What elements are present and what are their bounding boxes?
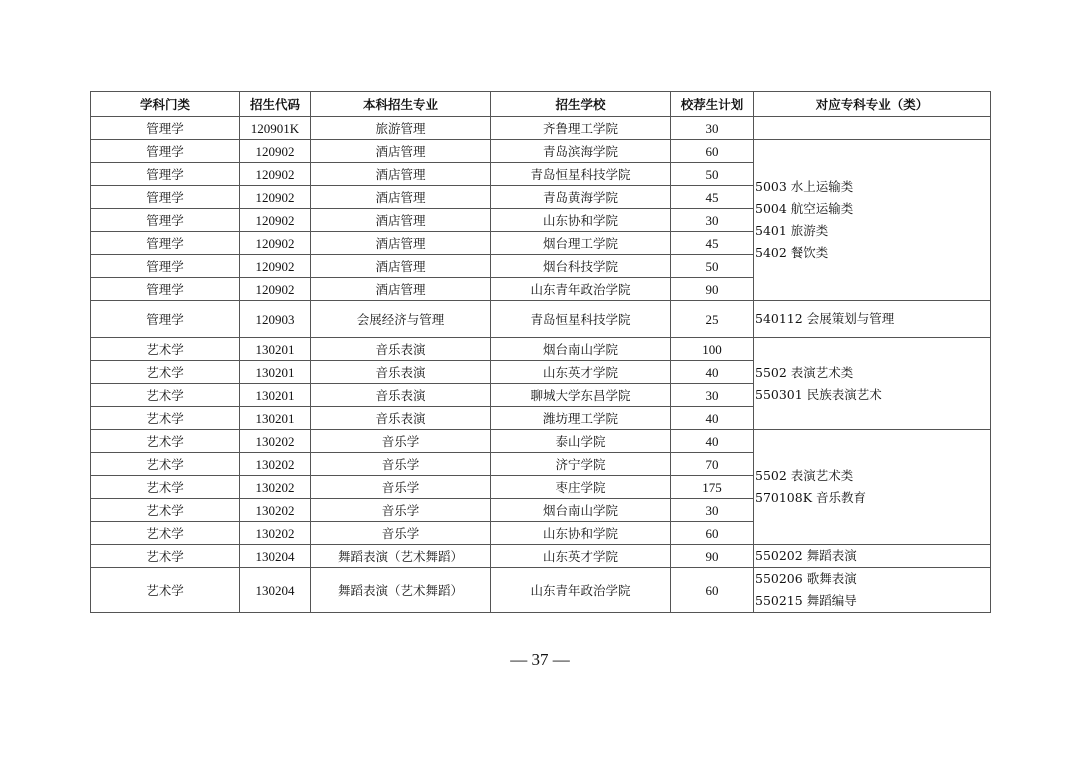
cell-school: 山东协和学院 (491, 209, 671, 232)
cell-plan: 90 (671, 545, 754, 568)
cell-mapped-major (754, 117, 991, 140)
cell-plan: 40 (671, 361, 754, 384)
cell-plan: 30 (671, 117, 754, 140)
cell-school: 青岛黄海学院 (491, 186, 671, 209)
cell-code: 130201 (240, 384, 311, 407)
cell-code: 130202 (240, 522, 311, 545)
cell-major: 酒店管理 (311, 163, 491, 186)
mapped-line: 550215 舞蹈编导 (755, 593, 857, 608)
header-mapped-major: 对应专科专业（类） (754, 92, 991, 117)
cell-plan: 90 (671, 278, 754, 301)
cell-category: 艺术学 (91, 476, 240, 499)
cell-plan: 25 (671, 301, 754, 338)
cell-code: 130201 (240, 338, 311, 361)
cell-school: 潍坊理工学院 (491, 407, 671, 430)
header-school: 招生学校 (491, 92, 671, 117)
cell-code: 120902 (240, 232, 311, 255)
cell-plan: 50 (671, 255, 754, 278)
cell-school: 青岛恒星科技学院 (491, 163, 671, 186)
cell-school: 烟台南山学院 (491, 499, 671, 522)
cell-major: 音乐表演 (311, 384, 491, 407)
cell-major: 音乐表演 (311, 361, 491, 384)
cell-category: 艺术学 (91, 384, 240, 407)
cell-code: 130202 (240, 453, 311, 476)
table-row (91, 338, 991, 361)
cell-category: 管理学 (91, 255, 240, 278)
header-code: 招生代码 (240, 92, 311, 117)
cell-category: 管理学 (91, 163, 240, 186)
cell-category: 艺术学 (91, 407, 240, 430)
cell-plan: 30 (671, 209, 754, 232)
cell-plan: 175 (671, 476, 754, 499)
cell-plan: 30 (671, 384, 754, 407)
table-header (91, 92, 991, 117)
cell-school: 烟台理工学院 (491, 232, 671, 255)
cell-mapped-major (754, 338, 991, 430)
cell-school: 山东青年政治学院 (491, 278, 671, 301)
cell-category: 艺术学 (91, 430, 240, 453)
cell-major: 音乐学 (311, 430, 491, 453)
header-category: 学科门类 (91, 92, 240, 117)
table-body (91, 117, 991, 613)
cell-code: 120901K (240, 117, 311, 140)
cell-category: 艺术学 (91, 568, 240, 613)
cell-school: 青岛恒星科技学院 (491, 301, 671, 338)
header-major: 本科招生专业 (311, 92, 491, 117)
cell-code: 120902 (240, 209, 311, 232)
cell-mapped-major (754, 545, 991, 568)
cell-code: 120902 (240, 255, 311, 278)
cell-code: 130201 (240, 361, 311, 384)
cell-school: 山东协和学院 (491, 522, 671, 545)
cell-category: 艺术学 (91, 545, 240, 568)
cell-code: 130204 (240, 545, 311, 568)
mapped-line: 540112 会展策划与管理 (755, 311, 895, 326)
cell-plan: 60 (671, 522, 754, 545)
enrollment-table (90, 91, 991, 613)
cell-code: 120902 (240, 163, 311, 186)
cell-plan: 60 (671, 140, 754, 163)
cell-major: 音乐学 (311, 499, 491, 522)
cell-major: 酒店管理 (311, 140, 491, 163)
cell-school: 青岛滨海学院 (491, 140, 671, 163)
mapped-line: 5502 表演艺术类 (755, 364, 854, 380)
cell-plan: 100 (671, 338, 754, 361)
cell-major: 酒店管理 (311, 186, 491, 209)
mapped-line: 5004 航空运输类 (755, 201, 854, 216)
cell-mapped-major (754, 568, 991, 613)
cell-category: 管理学 (91, 232, 240, 255)
cell-category: 管理学 (91, 209, 240, 232)
cell-code: 130202 (240, 499, 311, 522)
mapped-line: 550202 舞蹈表演 (755, 548, 857, 563)
mapped-line: 5402 餐饮类 (755, 245, 829, 260)
cell-major: 旅游管理 (311, 117, 491, 140)
table-row (91, 301, 991, 338)
cell-plan: 45 (671, 186, 754, 209)
cell-plan: 50 (671, 163, 754, 186)
header-plan: 校荐生计划 (671, 92, 754, 117)
mapped-line: 5401 旅游类 (755, 223, 829, 238)
mapped-line: 5502 表演艺术类 (755, 468, 854, 483)
header-row (91, 92, 991, 117)
cell-plan: 45 (671, 232, 754, 255)
cell-school: 枣庄学院 (491, 476, 671, 499)
cell-code: 120903 (240, 301, 311, 338)
cell-plan: 40 (671, 430, 754, 453)
cell-major: 酒店管理 (311, 232, 491, 255)
cell-category: 管理学 (91, 140, 240, 163)
cell-school: 山东青年政治学院 (491, 568, 671, 613)
cell-major: 舞蹈表演（艺术舞蹈） (311, 568, 491, 613)
cell-category: 管理学 (91, 186, 240, 209)
cell-plan: 70 (671, 453, 754, 476)
cell-major: 酒店管理 (311, 209, 491, 232)
page-number: — 37 — (510, 650, 570, 669)
cell-plan: 40 (671, 407, 754, 430)
cell-code: 130202 (240, 430, 311, 453)
cell-major: 会展经济与管理 (311, 301, 491, 338)
mapped-line: 550206 歌舞表演 (755, 571, 857, 586)
table-row (91, 430, 991, 453)
cell-category: 艺术学 (91, 453, 240, 476)
cell-category: 艺术学 (91, 499, 240, 522)
cell-code: 120902 (240, 140, 311, 163)
cell-school: 山东英才学院 (491, 361, 671, 384)
table-row (91, 117, 991, 140)
cell-category: 艺术学 (91, 522, 240, 545)
cell-major: 酒店管理 (311, 255, 491, 278)
cell-code: 120902 (240, 278, 311, 301)
table-row (91, 568, 991, 613)
cell-major: 音乐学 (311, 476, 491, 499)
cell-major: 酒店管理 (311, 278, 491, 301)
cell-mapped-major (754, 430, 991, 545)
cell-category: 艺术学 (91, 338, 240, 361)
cell-plan: 60 (671, 568, 754, 613)
cell-category: 管理学 (91, 301, 240, 338)
cell-school: 济宁学院 (491, 453, 671, 476)
cell-code: 130204 (240, 568, 311, 613)
cell-category: 艺术学 (91, 361, 240, 384)
cell-school: 烟台南山学院 (491, 338, 671, 361)
cell-major: 音乐表演 (311, 338, 491, 361)
cell-school: 烟台科技学院 (491, 255, 671, 278)
cell-mapped-major (754, 301, 991, 338)
cell-major: 音乐学 (311, 522, 491, 545)
cell-school: 泰山学院 (491, 430, 671, 453)
cell-major: 音乐表演 (311, 407, 491, 430)
cell-major: 音乐学 (311, 453, 491, 476)
cell-category: 管理学 (91, 278, 240, 301)
cell-code: 120902 (240, 186, 311, 209)
table-row (91, 140, 991, 163)
table-row (91, 545, 991, 568)
mapped-line: 5003 水上运输类 (755, 179, 854, 194)
cell-category: 管理学 (91, 117, 240, 140)
mapped-line: 550301 民族表演艺术 (755, 386, 882, 402)
mapped-line: 570108K 音乐教育 (755, 490, 867, 505)
cell-plan: 30 (671, 499, 754, 522)
cell-school: 聊城大学东昌学院 (491, 384, 671, 407)
cell-code: 130201 (240, 407, 311, 430)
cell-code: 130202 (240, 476, 311, 499)
cell-school: 山东英才学院 (491, 545, 671, 568)
cell-major: 舞蹈表演（艺术舞蹈） (311, 545, 491, 568)
cell-school: 齐鲁理工学院 (491, 117, 671, 140)
cell-mapped-major (754, 140, 991, 301)
